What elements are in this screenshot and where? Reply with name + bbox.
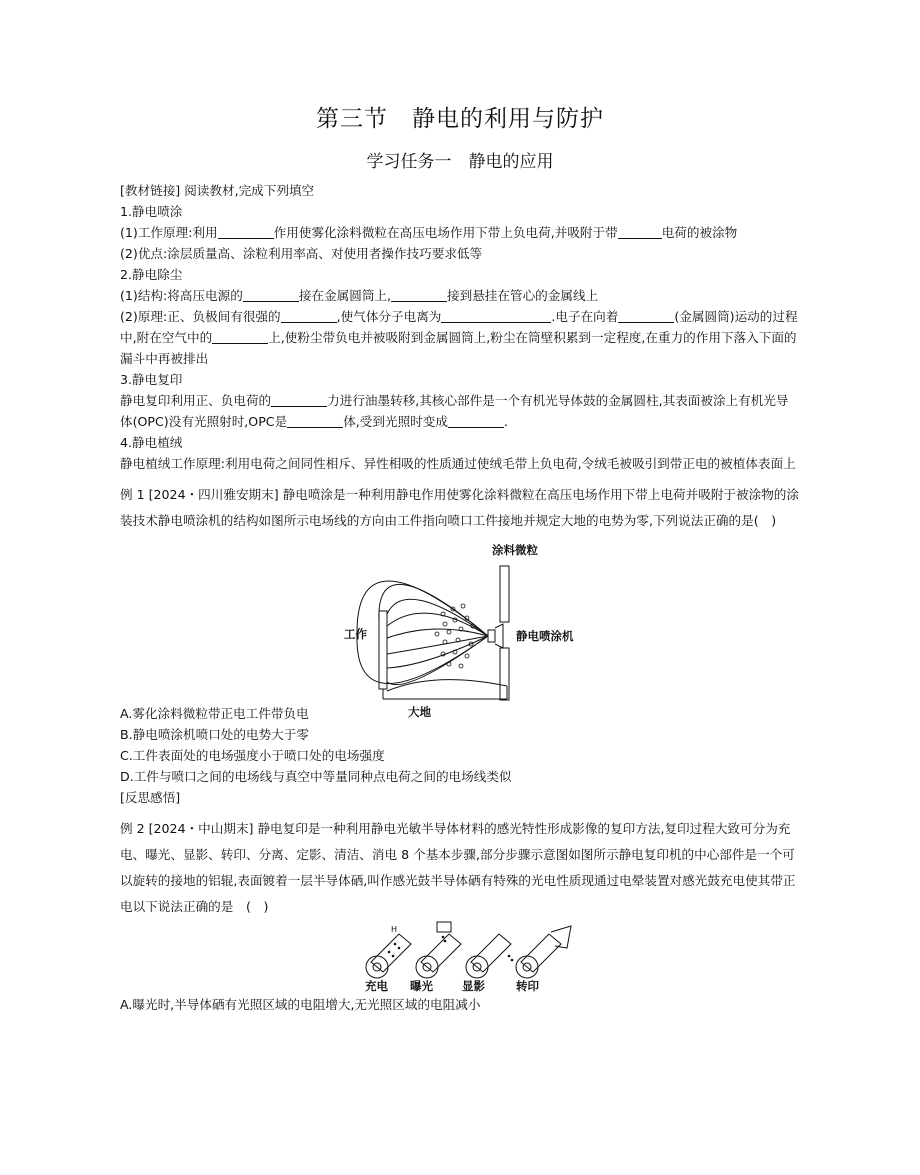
nozzle <box>488 630 495 642</box>
fill-blank <box>212 329 268 344</box>
lower-plate <box>500 648 509 700</box>
workpiece-plate <box>379 611 387 689</box>
ex1-option-b: B.静电喷涂机喷口处的电势大于零 <box>120 727 309 742</box>
fill-blank <box>287 413 343 428</box>
s2-principle: (2)原理:正、负极间有很强的 ,使气体分子电离为 .电子在向着 (金属圆筒)运动的过程中,附在空气中的 上,使粉尘带负电并被吸附到金属圆筒上,粉尘在筒壁积累到一定程度,在重力的作用下落入下面的漏斗中再被排出 <box>120 309 798 366</box>
field-lines <box>357 581 488 685</box>
copier-steps-figure <box>120 922 800 992</box>
ex1-option-c: C.工件表面处的电场强度小于喷口处的电场强度 <box>120 748 385 763</box>
label-workpiece: 工作 <box>344 627 367 641</box>
label-transfer: 转印 <box>516 979 539 993</box>
s3-heading: 3.静电复印 <box>120 372 183 387</box>
s3-text: 静电复印利用正、负电荷的 力进行油墨转移,其核心部件是一个有机光导体鼓的金属圆柱,其表面被涂上有机光导体(OPC)没有光照射时,OPC是 体,受到光照时变成 . <box>120 393 789 429</box>
label-exposure-mark: H <box>391 925 398 934</box>
ex1-option-d: D.工件与喷口之间的电场线与真空中等量同种点电荷之间的电场线类似 <box>120 769 512 784</box>
content-body <box>120 180 800 1015</box>
nozzle-cone <box>495 624 503 648</box>
s1-heading: 1.静电喷涂 <box>120 204 183 219</box>
label-exposure: 曝光 <box>410 979 433 993</box>
s2-heading: 2.静电除尘 <box>120 267 183 282</box>
s2-structure: (1)结构:将高压电源的 接在金属圆筒上, 接到悬挂在管心的金属线上 <box>120 288 599 303</box>
example-2-text: 例 2 [2024・中山期末] 静电复印是一种利用静电光敏半导体材料的感光特性形成影像的复印方法,复印过程大致可分为充电、曝光、显影、转印、分离、定影、清洁、消电 8 个基本步骤,部分步骤示意图如图所示静电复印机的中心部件是一个可以旋转的接地的铝辊,表面镀着一层半导体硒,叫作感光鼓半导体硒有特殊的光电性质现通过电晕装置对感光鼓充电使其带正电以下说法正确的是 ( ) <box>120 821 796 914</box>
drum-transfer <box>516 926 571 978</box>
reflection-label: [反思感悟] <box>120 790 181 805</box>
label-charge: 充电 <box>365 979 388 993</box>
drum-develop <box>466 934 513 978</box>
ex1-option-a: A.雾化涂料微粒带正电工件带负电 <box>120 706 309 721</box>
drum-charge <box>366 934 411 978</box>
drum-exposure <box>416 922 461 978</box>
section-subtitle: 学习任务一 静电的应用 <box>366 152 554 172</box>
fill-blank <box>218 224 274 239</box>
upper-plate <box>500 566 509 622</box>
s1-principle: (1)工作原理:利用 作用使雾化涂料微粒在高压电场作用下带上负电荷,并吸附于带 电荷的被涂物 <box>120 225 738 240</box>
fill-blank <box>391 287 447 302</box>
page-title: 第三节 静电的利用与防护 <box>316 106 604 132</box>
fill-blank <box>441 308 551 323</box>
fill-blank <box>281 308 337 323</box>
s1-advantage: (2)优点:涂层质量高、涂粒利用率高、对使用者操作技巧要求低等 <box>120 246 483 261</box>
label-develop: 显影 <box>462 979 485 993</box>
fill-blank <box>271 392 327 407</box>
s4-text: 静电植绒工作原理:利用电荷之间同性相斥、异性相吸的性质通过使绒毛带上负电荷,令绒毛被吸引到带正电的被植体表面上 <box>120 456 796 471</box>
fill-blank <box>618 224 662 239</box>
label-ground: 大地 <box>408 705 431 719</box>
ex2-option-a: A.曝光时,半导体硒有光照区域的电阻增大,无光照区域的电阻减小 <box>120 997 481 1012</box>
label-spray-gun: 静电喷涂机 <box>516 629 574 643</box>
intro-line: [教材链接] 阅读教材,完成下列填空 <box>120 183 315 198</box>
fill-blank <box>243 287 299 302</box>
fill-blank <box>618 308 674 323</box>
s4-heading: 4.静电植绒 <box>120 435 183 450</box>
label-paint-particles: 涂料微粒 <box>492 543 538 557</box>
fill-blank <box>448 413 504 428</box>
example-1-text: 例 1 [2024・四川雅安期末] 静电喷涂是一种利用静电作用使雾化涂料微粒在高压电场作用下带上电荷并吸附于被涂物的涂装技术静电喷涂机的结构如图所示电场线的方向由工件指向喷口工件接地并规定大地的电势为零,下列说法正确的是( ) <box>120 487 799 528</box>
